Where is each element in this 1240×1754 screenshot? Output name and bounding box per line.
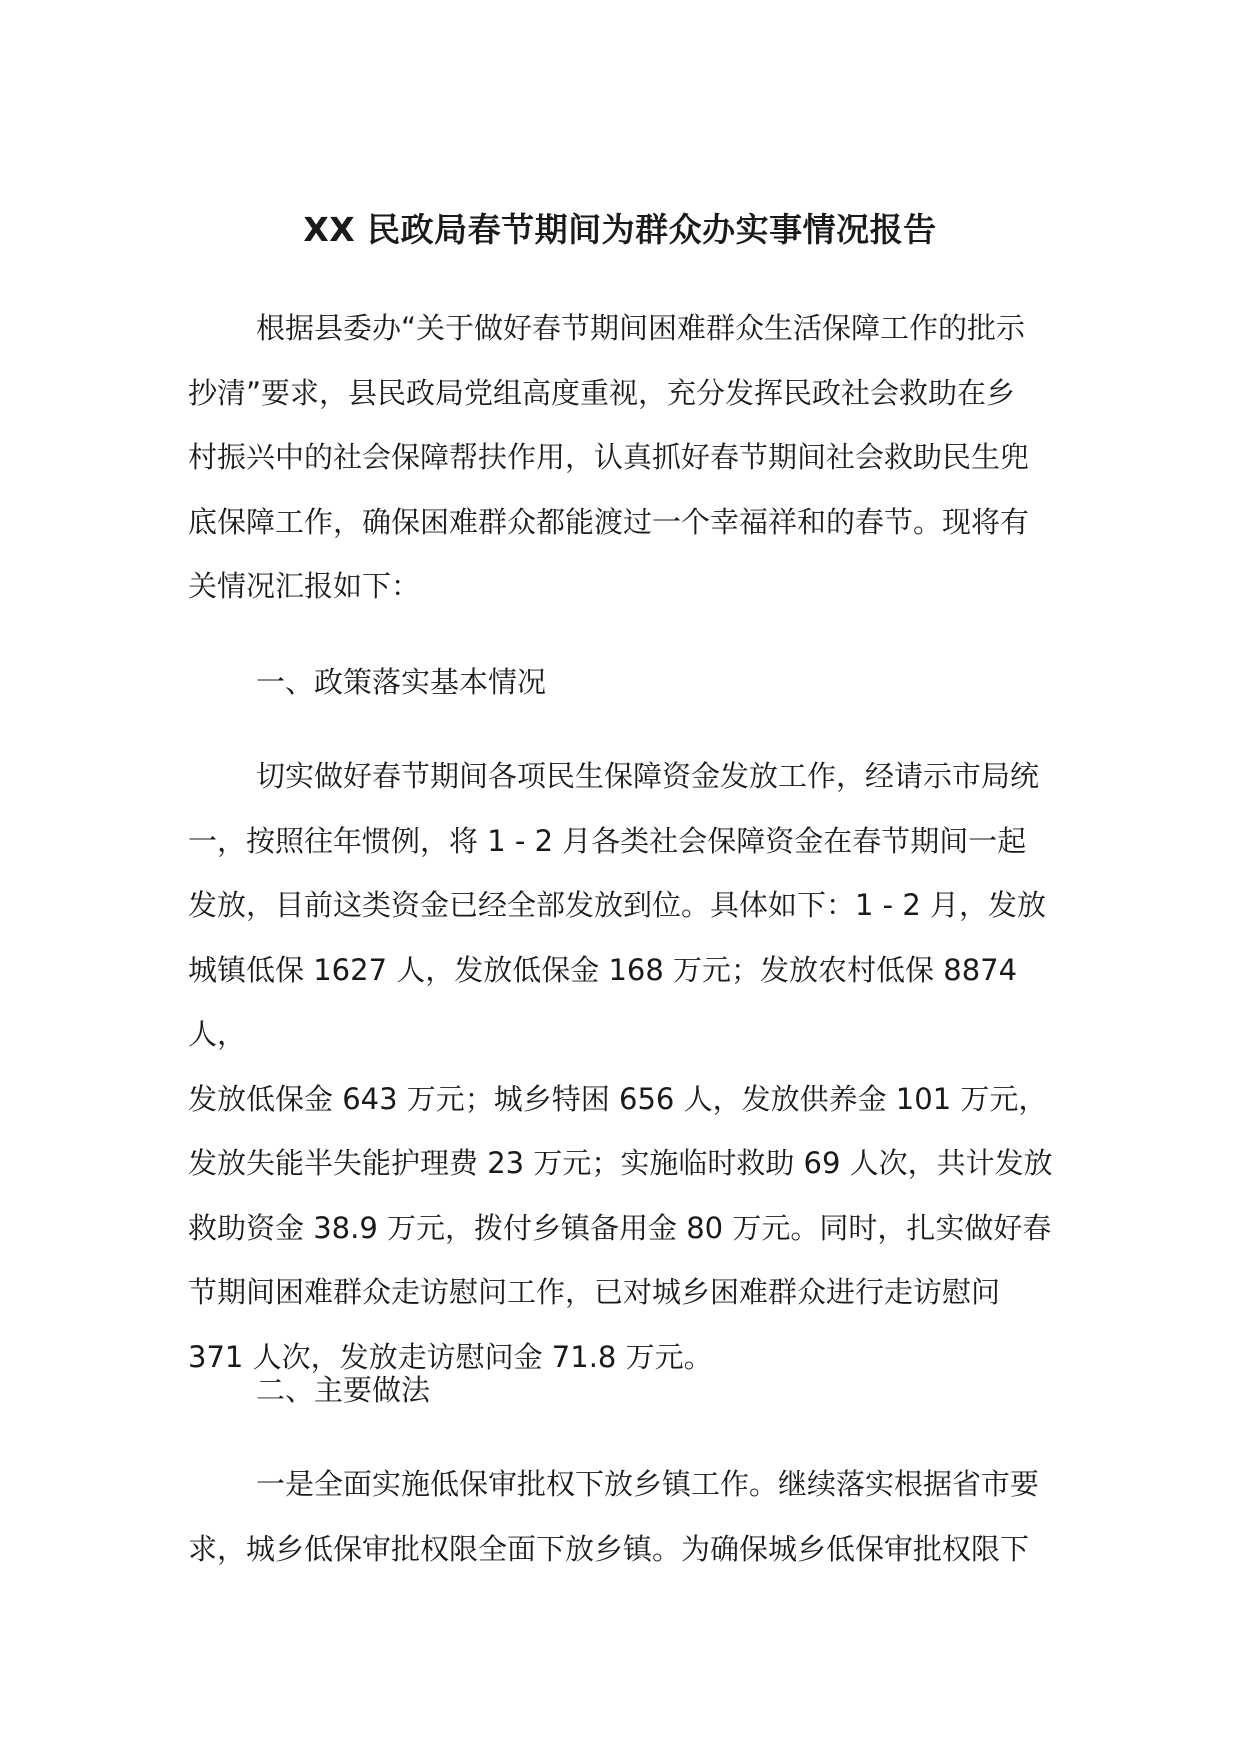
section-heading-policy-implementation: 一、政策落实基本情况	[256, 665, 547, 699]
intro-paragraph: 根据县委办“关于做好春节期间困难群众生活保障工作的批示 抄清”要求，县民政局党组高度重视，充分发挥民政社会救助在乡 村振兴中的社会保障帮扶作用，认真抓好春节期间社会救助民生兜 底保障工作，确保困难群众都能渡过一个幸福祥和的春节。现将有 关情况汇报如下：	[188, 311, 1030, 603]
section-paragraph-approval-delegation: 一是全面实施低保审批权下放乡镇工作。继续落实根据省市要 求，城乡低保审批权限全面下放乡镇。为确保城乡低保审批权限下	[188, 1467, 1040, 1566]
section-heading-main-practices: 二、主要做法	[256, 1373, 431, 1407]
section-paragraph-fund-distribution: 切实做好春节期间各项民生保障资金发放工作，经请示市局统 一，按照往年惯例，将 1 - 2 月各类社会保障资金在春节期间一起 发放，目前这类资金已经全部发放到位。具体如下：1 - 2 月，发放 城镇低保 1627 人，发放低保金 168 万元；发放农村低保 8874 人， 发放低保金 643 万元；城乡特困 656 人，发放供养金 101 万元， 发放失能半失能护理费 23 万元；实施临时救助 69 人次，共计发放 救助资金 38.9 万元，拨付乡镇备用金 80 万元。同时，扎实做好春 节期间困难群众走访慰问工作，已对城乡困难群众进行走访慰问 371 人次，发放走访慰问金 71.8 万元。	[188, 759, 1053, 1374]
document-title: XX 民政局春节期间为群众办实事情况报告	[303, 210, 937, 249]
